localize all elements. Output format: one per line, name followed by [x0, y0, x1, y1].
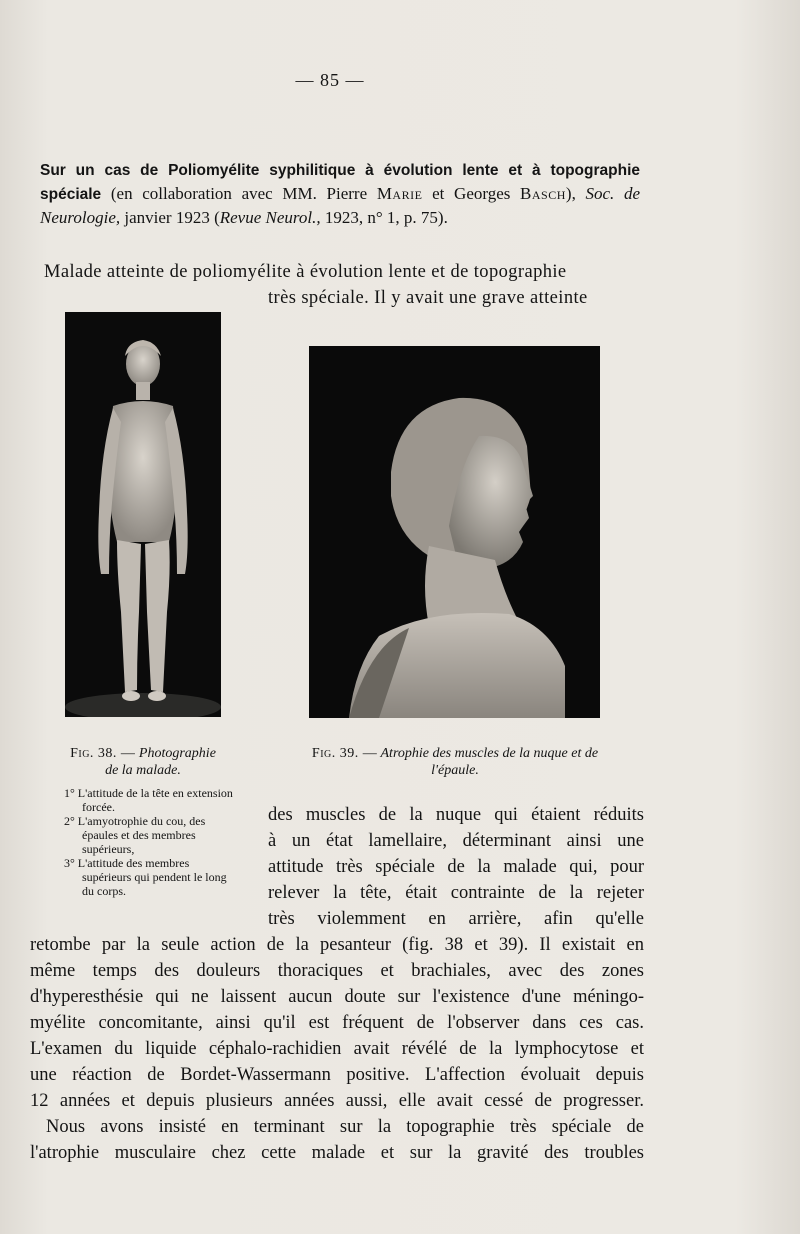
lead-line-1: Malade atteinte de poliomyélite à évolution lente et de topographie — [44, 262, 567, 282]
reference-author-2: Basch — [520, 184, 566, 203]
figure-38-photo — [65, 312, 221, 717]
body-line: myélite concomitante, ainsi qu'il est fréquent de l'observer dans ces cas. — [30, 1013, 644, 1033]
reference-author-1: Marie — [376, 184, 423, 203]
body-right-line: très violemment en arrière, afin qu'elle — [268, 909, 644, 929]
figure-38-caption-text: Photographie de la malade. — [105, 746, 216, 778]
reference-citation: 1923, n° 1, p. 75). — [320, 208, 448, 227]
figure-39-photo — [309, 346, 600, 718]
reference-collab-intro: (en collaboration avec MM. Pierre — [110, 184, 377, 203]
figure-38-note-2: 2° L'amyotrophie du cou, des épaules et des membres supérieurs, — [64, 814, 206, 856]
body-line: une réaction de Bordet-Wassermann positive. L'affection évoluait depuis — [30, 1065, 644, 1085]
body-right-line: relever la tête, était contrainte de la rejeter — [268, 883, 644, 903]
body-line: d'hyperesthésie qui ne laissent aucun doute sur l'existence d'une méningo- — [30, 987, 644, 1007]
reference-title: Sur un cas de Poliomyélite syphilitique à évolution lente et à topographie spéciale — [40, 162, 640, 203]
figure-38-notes — [62, 786, 236, 898]
body-line: l'atrophie musculaire chez cette malade et sur la gravité des troubles — [30, 1143, 644, 1163]
figure-39-caption-text: Atrophie des muscles de la nuque et de l'épaule. — [377, 746, 599, 778]
figure-38-note-3: 3° L'attitude des membres supérieurs qui pendent le long du corps. — [64, 856, 227, 898]
figure-38-note-1: 1° L'attitude de la tête en extension forcée. — [64, 786, 233, 814]
reference-journal: Revue Neurol., — [219, 208, 321, 227]
body-right-line: à un état lamellaire, déterminant ainsi une — [268, 831, 644, 851]
body-line: Nous avons insisté en terminant sur la topographie très spéciale de — [46, 1117, 644, 1137]
page-number: — 85 — — [295, 70, 365, 90]
figure-38-label: Fig. 38. — — [70, 746, 136, 761]
body-line: retombe par la seule action de la pesanteur (fig. 38 et 39). Il existait en — [30, 935, 644, 955]
figure-39-label: Fig. 39. — — [311, 746, 378, 761]
reference-collab-and: et Georges — [422, 184, 521, 203]
body-right-line: attitude très spéciale de la malade qui, pour — [268, 857, 644, 877]
lead-line-2: très spéciale. Il y avait une grave atteinte — [268, 288, 588, 308]
body-line: même temps des douleurs thoraciques et brachiales, avec des zones — [30, 961, 644, 981]
reference-date: janvier 1923 ( — [120, 208, 220, 227]
body-right-line: des muscles de la nuque qui étaient réduits — [268, 805, 644, 825]
reference-entry — [40, 158, 640, 229]
body-text-full-width — [30, 932, 644, 1166]
reference-collab-close: ), — [565, 184, 586, 203]
figure-38-caption — [62, 745, 224, 779]
reference-source: Soc. de Neurologie, — [40, 184, 641, 227]
figure-39-caption — [305, 745, 605, 779]
body-line: L'examen du liquide céphalo-rachidien avait révélé de la lymphocytose et — [30, 1039, 644, 1059]
body-text-right-column — [268, 802, 644, 932]
body-line: 12 années et depuis plusieurs années aussi, elle avait cessé de progresser. — [30, 1091, 644, 1111]
